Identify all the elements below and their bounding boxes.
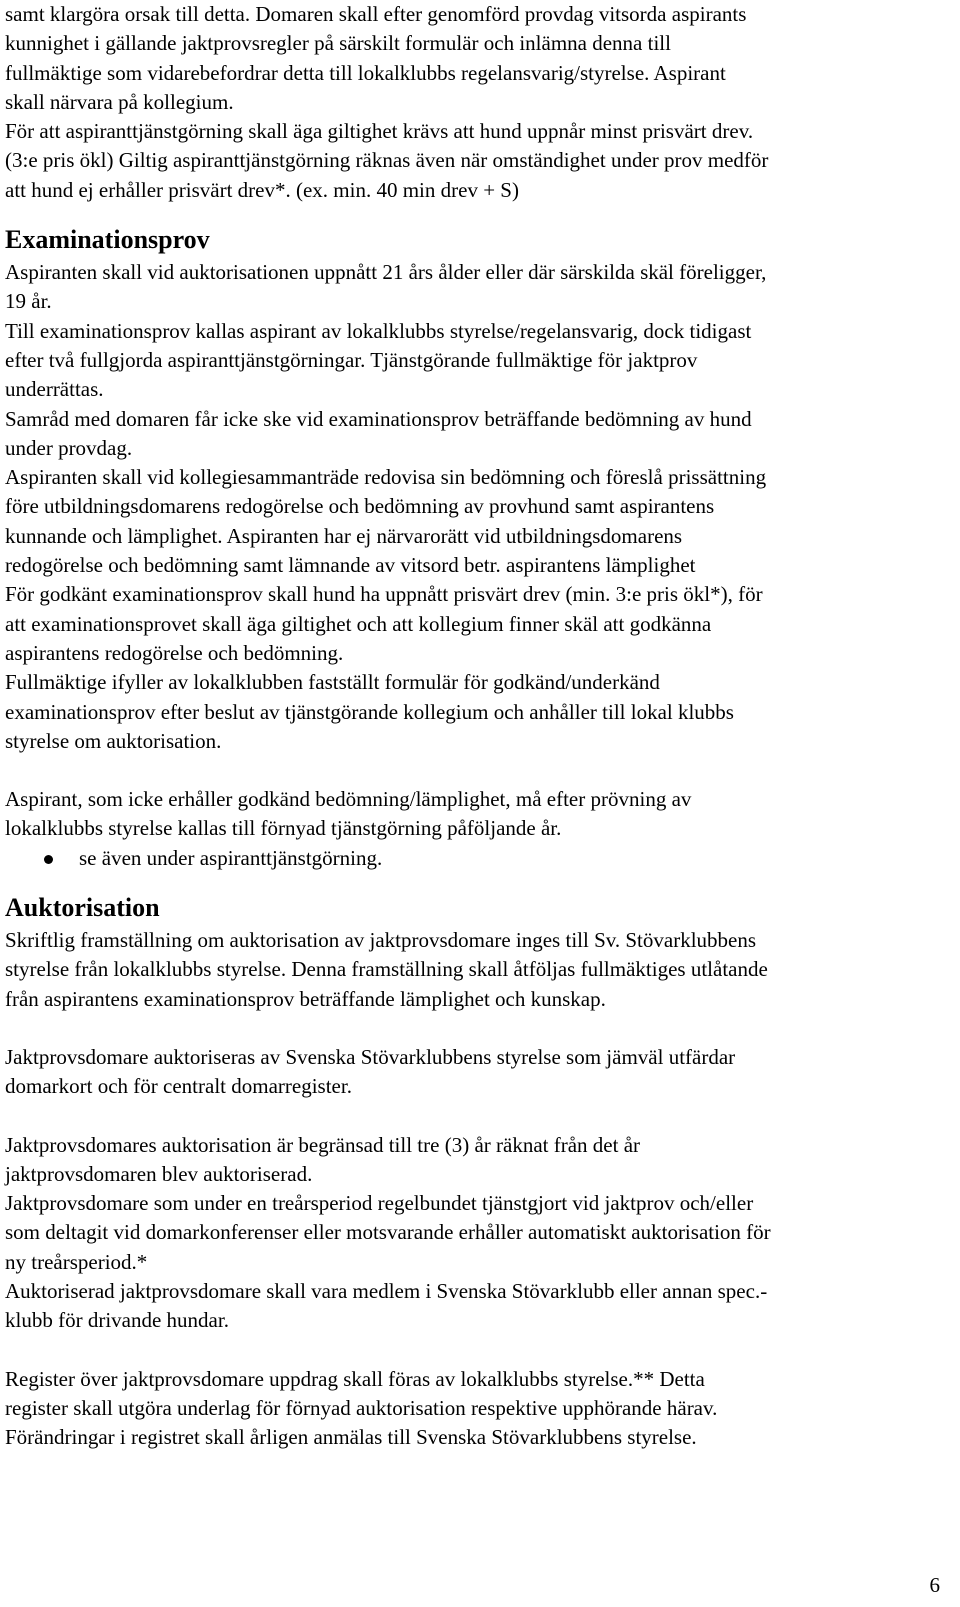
text-line: Jaktprovsdomare auktoriseras av Svenska Stövarklubbens styrelse som jämväl utfärdar <box>5 1044 736 1069</box>
text-line: Till examinationsprov kallas aspirant av lokalklubbs styrelse/regelansvarig, dock tidigast <box>5 318 752 343</box>
text-line: som deltagit vid domarkonferenser eller motsvarande erhåller automatiskt auktorisation för <box>5 1220 771 1245</box>
text-line: Förändringar i registret skall årligen anmälas till Svenska Stövarklubbens styrelse. <box>5 1425 697 1450</box>
text-line: skall närvara på kollegium. <box>5 89 234 114</box>
text-line: aspirantens redogörelse och bedömning. <box>5 640 344 665</box>
text-line: kunnande och lämplighet. Aspiranten har ej närvarorätt vid utbildningsdomarens <box>5 523 683 548</box>
text-line: Aspirant, som icke erhåller godkänd bedömning/lämplighet, må efter prövning av <box>5 787 692 812</box>
authorization-paragraph-2 <box>5 1043 950 1102</box>
bullet-icon <box>44 855 53 864</box>
text-line: kunnighet i gällande jaktprovsregler på särskilt formulär och inlämna denna till <box>5 31 671 56</box>
text-line: examinationsprov efter beslut av tjänstgörande kollegium och anhåller till lokal klubbs <box>5 699 734 724</box>
authorization-paragraph-3 <box>5 1131 950 1336</box>
text-line: register skall utgöra underlag för förnyad auktorisation respektive upphörande härav. <box>5 1395 718 1420</box>
text-line: styrelse från lokalklubbs styrelse. Denna framställning skall åtföljas fullmäktiges utlåtande <box>5 957 768 982</box>
text-line: före utbildningsdomarens redogörelse och bedömning av provhund samt aspirantens <box>5 494 715 519</box>
bullet-text: se även under aspiranttjänstgörning. <box>79 845 383 870</box>
authorization-paragraph-1 <box>5 926 950 1014</box>
text-line: Register över jaktprovsdomare uppdrag skall föras av lokalklubbs styrelse.** Detta <box>5 1366 705 1391</box>
document-page <box>5 0 950 1452</box>
section-heading-examination: Examinationsprov <box>5 225 210 255</box>
text-line: Aspiranten skall vid kollegiesammanträde redovisa sin bedömning och föreslå prissättning <box>5 465 767 490</box>
text-line: (3:e pris ökl) Giltig aspiranttjänstgörning räknas även när omständighet under prov medför <box>5 148 769 173</box>
authorization-paragraph-4 <box>5 1365 950 1453</box>
text-line: Auktoriserad jaktprovsdomare skall vara medlem i Svenska Stövarklubb eller annan spec.- <box>5 1278 768 1303</box>
text-line: efter två fullgjorda aspiranttjänstgörningar. Tjänstgörande fullmäktige för jaktprov <box>5 347 698 372</box>
text-line: att hund ej erhåller prisvärt drev*. (ex. min. 40 min drev + S) <box>5 177 519 202</box>
paragraph-gap <box>5 756 950 785</box>
text-line: Aspiranten skall vid auktorisationen uppnått 21 års ålder eller där särskilda skäl föreligger, <box>5 260 767 285</box>
paragraph-gap <box>5 1102 950 1131</box>
paragraph-gap <box>5 1336 950 1365</box>
text-line: Samråd med domaren får icke ske vid examinationsprov beträffande bedömning av hund <box>5 406 752 431</box>
text-line: Jaktprovsdomare som under en treårsperiod regelbundet tjänstgjort vid jaktprov och/eller <box>5 1191 754 1216</box>
text-line: fullmäktige som vidarebefordrar detta till lokalklubbs regelansvarig/styrelse. Aspirant <box>5 60 726 85</box>
bullet-list-item <box>5 844 950 873</box>
text-line: redogörelse och bedömning samt lämnande av vitsord betr. aspirantens lämplighet <box>5 553 696 578</box>
text-line: 19 år. <box>5 289 52 314</box>
text-line: För godkänt examinationsprov skall hund ha uppnått prisvärt drev (min. 3:e pris ökl*), för <box>5 582 763 607</box>
text-line: klubb för drivande hundar. <box>5 1308 229 1333</box>
text-line: styrelse om auktorisation. <box>5 728 222 753</box>
text-line: jaktprovsdomaren blev auktoriserad. <box>5 1161 313 1186</box>
failed-aspirant-paragraph <box>5 785 950 873</box>
intro-paragraph <box>5 0 950 205</box>
page-number: 6 <box>929 1573 940 1597</box>
text-line: att examinationsprovet skall äga giltighet och att kollegium finner skäl att godkänna <box>5 611 712 636</box>
section-heading-authorization: Auktorisation <box>5 893 160 923</box>
text-line: samt klargöra orsak till detta. Domaren skall efter genomförd provdag vitsorda aspirants <box>5 2 747 26</box>
text-line: För att aspiranttjänstgörning skall äga giltighet krävs att hund uppnår minst prisvärt drev. <box>5 119 754 144</box>
text-line: lokalklubbs styrelse kallas till förnyad tjänstgörning påföljande år. <box>5 816 562 841</box>
paragraph-gap <box>5 1014 950 1043</box>
text-line: Jaktprovsdomares auktorisation är begränsad till tre (3) år räknat från det år <box>5 1132 641 1157</box>
text-line: domarkort och för centralt domarregister. <box>5 1074 352 1099</box>
examination-section <box>5 258 950 756</box>
text-line: Fullmäktige ifyller av lokalklubben fastställt formulär för godkänd/underkänd <box>5 670 660 695</box>
text-line: ny treårsperiod.* <box>5 1249 148 1274</box>
text-line: under provdag. <box>5 435 133 460</box>
text-line: från aspirantens examinationsprov beträffande lämplighet och kunskap. <box>5 986 606 1011</box>
text-line: underrättas. <box>5 377 104 402</box>
text-line: Skriftlig framställning om auktorisation av jaktprovsdomare inges till Sv. Stövarklubbens <box>5 928 757 953</box>
